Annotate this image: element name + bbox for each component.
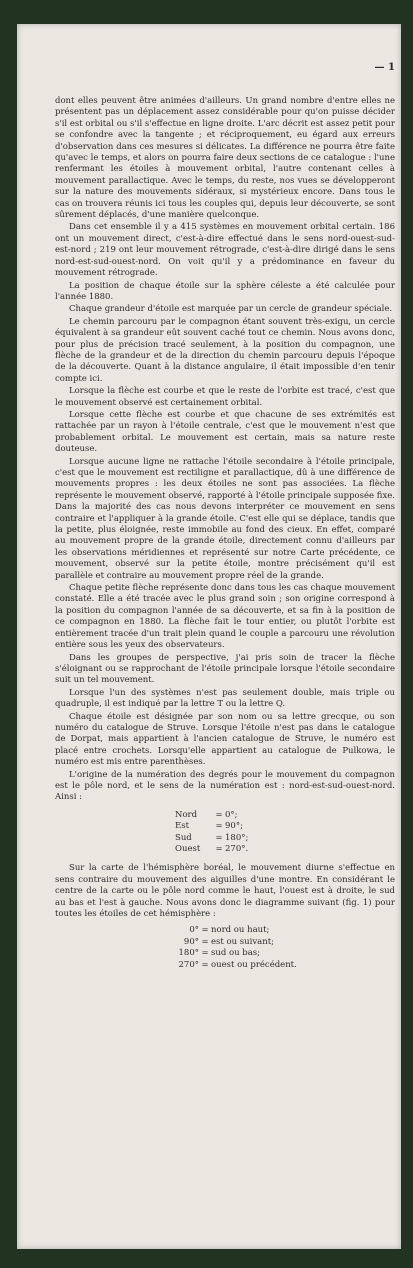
direction-row [175,810,395,821]
paragraph: Sur la carte de l'hémisphère boréal, le mouvement diurne s'effectue en sens contraire du mouvement des aiguilles d'une montre. En considérant le centre de la carte ou le pôle nord comme le haut, l'ouest est à droite, le sud au bas et l'est à gauche. Nous avons donc le diagramme suivant (fig. 1) pour toutes les étoiles de cet hémisphère : [55,863,395,920]
paragraph: Chaque grandeur d'étoile est marquée par un cercle de grandeur spéciale. [69,304,393,315]
paragraph: Lorsque la flèche est courbe et que le reste de l'orbite est tracé, c'est que le mouvement observé est certainement orbital. [55,386,395,408]
degree-row [173,937,395,948]
degree-row [173,948,395,959]
equals-sign: = [201,925,209,936]
paragraph: La position de chaque étoile sur la sphère céleste a été calculée pour l'année 1880. [55,280,395,302]
degree-row [173,925,395,936]
paragraph: Lorsque l'un des systèmes n'est pas seulement double, mais triple ou quadruple, il est indiqué par la lettre T ou la lettre Q. [55,687,395,710]
paragraph: Dans cet ensemble il y a 415 systèmes en mouvement orbital certain. 186 ont un mouvement direct, c'est-à-dire effectué dans le sens nord-ouest-sud-est-nord ; 219 ont leur mouvement rétrograde, c'est-à-dire dirigé dans le sens nord-est-sud-ouest-nord. On voit qu'il y a prédominance en faveur du mouvement rétrograde. [55,222,395,279]
equals-sign: = [215,809,223,820]
direction-row [175,821,395,832]
degree-table [173,925,395,971]
direction-key: Sud [175,832,192,843]
direction-key: Nord [175,809,198,820]
direction-key: Est [175,821,189,832]
document-page [17,24,401,1249]
direction-value: 180°; [225,832,249,843]
body-text [55,96,395,971]
degree-key: 180° [178,948,199,959]
equals-sign: = [215,844,223,854]
paragraph: dont elles peuvent être animées d'ailleurs. Un grand nombre d'entre elles ne présentent pas un déplacement assez considérable pour qu'on puisse décider s'il est orbital ou s'il s'effectue en ligne droite. L'arc décrit est assez petit pour se confondre avec la tangente ; et réciproquement, eu égard aux erreurs d'observation dans ces mesures si délicates. La différence ne pourra être faite qu'avec le temps, et alors on pourra faire deux sections de ce catalogue : l'une renfermant les étoiles à mouvement orbital, l'autre contenant celles à mouvement parallactique. Avec le temps, du reste, nos vues se développeront sur la nature des mouvements sidéraux, si mystérieux encore. Dans tous le cas on trouvera réunis ici tous les couples qui, depuis leur découverte, se sont sûrement déplacés, d'une manière quelconque. [55,96,395,221]
direction-row [175,844,395,855]
equals-sign: = [201,959,209,970]
paragraph: Lorsque cette flèche est courbe et que chacune de ses extrémités est rattachée par un rayon à l'étoile centrale, c'est que le mouvement n'est que probablement orbital. Le mouvement est certain, mais sa nature reste douteuse. [55,409,395,455]
paragraph: Chaque étoile est désignée par son nom ou sa lettre grecque, ou son numéro du catalogue de Struve. Lorsque l'étoile n'est pas dans le catalogue de Dorpat, mais appartient à l'ancien catalogue de Struve, le numéro est placé entre crochets. Lorsqu'elle appartient au catalogue de Pulkowa, le numéro est mis entre parenthèses. [55,711,395,768]
paragraph: Lorsque aucune ligne ne rattache l'étoile secondaire à l'étoile principale, c'est que le mouvement est rectiligne et parallactique, dû à une différence de mouvements propres : les deux étoiles ne sont pas associées. La flèche représente le mouvement observé, rapporté à l'étoile principale supposée fixe. Dans la majorité des cas nous devons interpréter ce mouvement en sens contraire et l'appliquer à la grande étoile. C'est elle qui se déplace, tandis que la petite, plus éloignée, reste immobile au fond des cieux. En effet, comparé au mouvement propre de la grande étoile, directement connu d'ailleurs par les observations méridiennes et représenté sur notre Carte précédente, ce mouvement, observé sur la petite étoile, montre précisément qu'il est parallèle et contraire au mouvement propre réel de la grande. [55,456,395,581]
degree-key: 0° [189,925,199,936]
direction-value: 0°; [225,809,238,820]
degree-row [173,960,395,971]
page-number: — 1 [374,62,395,73]
equals-sign: = [201,948,209,959]
paragraph: Chaque petite flèche représente donc dans tous les cas chaque mouvement constaté. Elle a été tracée avec le plus grand soin ; son origine correspond à la position du compagnon l'année de sa découverte, et sa fin à la position de ce compagnon en 1880. La flèche fait le tour entier, ou plutôt l'orbite est entièrement tracée d'un trait plein quand le couple a parcouru une révolution entière sous les yeux des observateurs. [55,583,395,651]
degree-key: 90° [183,936,199,947]
equals-sign: = [201,936,209,947]
direction-row [175,833,395,844]
direction-value: 270°. [225,844,249,854]
direction-value: 90°; [225,821,243,832]
paragraph: L'origine de la numération des degrés pour le mouvement du compagnon est le pôle nord, et le sens de la numération est : nord-est-sud-ouest-nord. Ainsi : [55,769,395,803]
direction-table [175,810,395,856]
degree-value: nord ou haut; [211,925,270,936]
paragraph: Dans les groupes de perspective, j'ai pris soin de tracer la flèche s'éloignant ou se rapprochant de l'étoile principale lorsque l'étoile secondaire suit un tel mouvement. [55,652,395,686]
degree-value: sud ou bas; [211,948,261,959]
degree-value: est ou suivant; [211,936,274,947]
degree-value: ouest ou précédent. [211,959,297,970]
direction-key: Ouest [175,844,201,854]
equals-sign: = [215,821,223,832]
equals-sign: = [215,832,223,843]
degree-key: 270° [178,959,199,970]
paragraph: Le chemin parcouru par le compagnon étant souvent très-exigu, un cercle équivalent à sa grandeur eût souvent caché tout ce chemin. Nous avons donc, pour plus de précision tracé seulement, à la position du compagnon, une flèche de la grandeur et de la direction du chemin parcouru depuis l'époque de la découverte. Quant à la distance angulaire, il était impossible d'en tenir compte ici. [55,316,395,384]
